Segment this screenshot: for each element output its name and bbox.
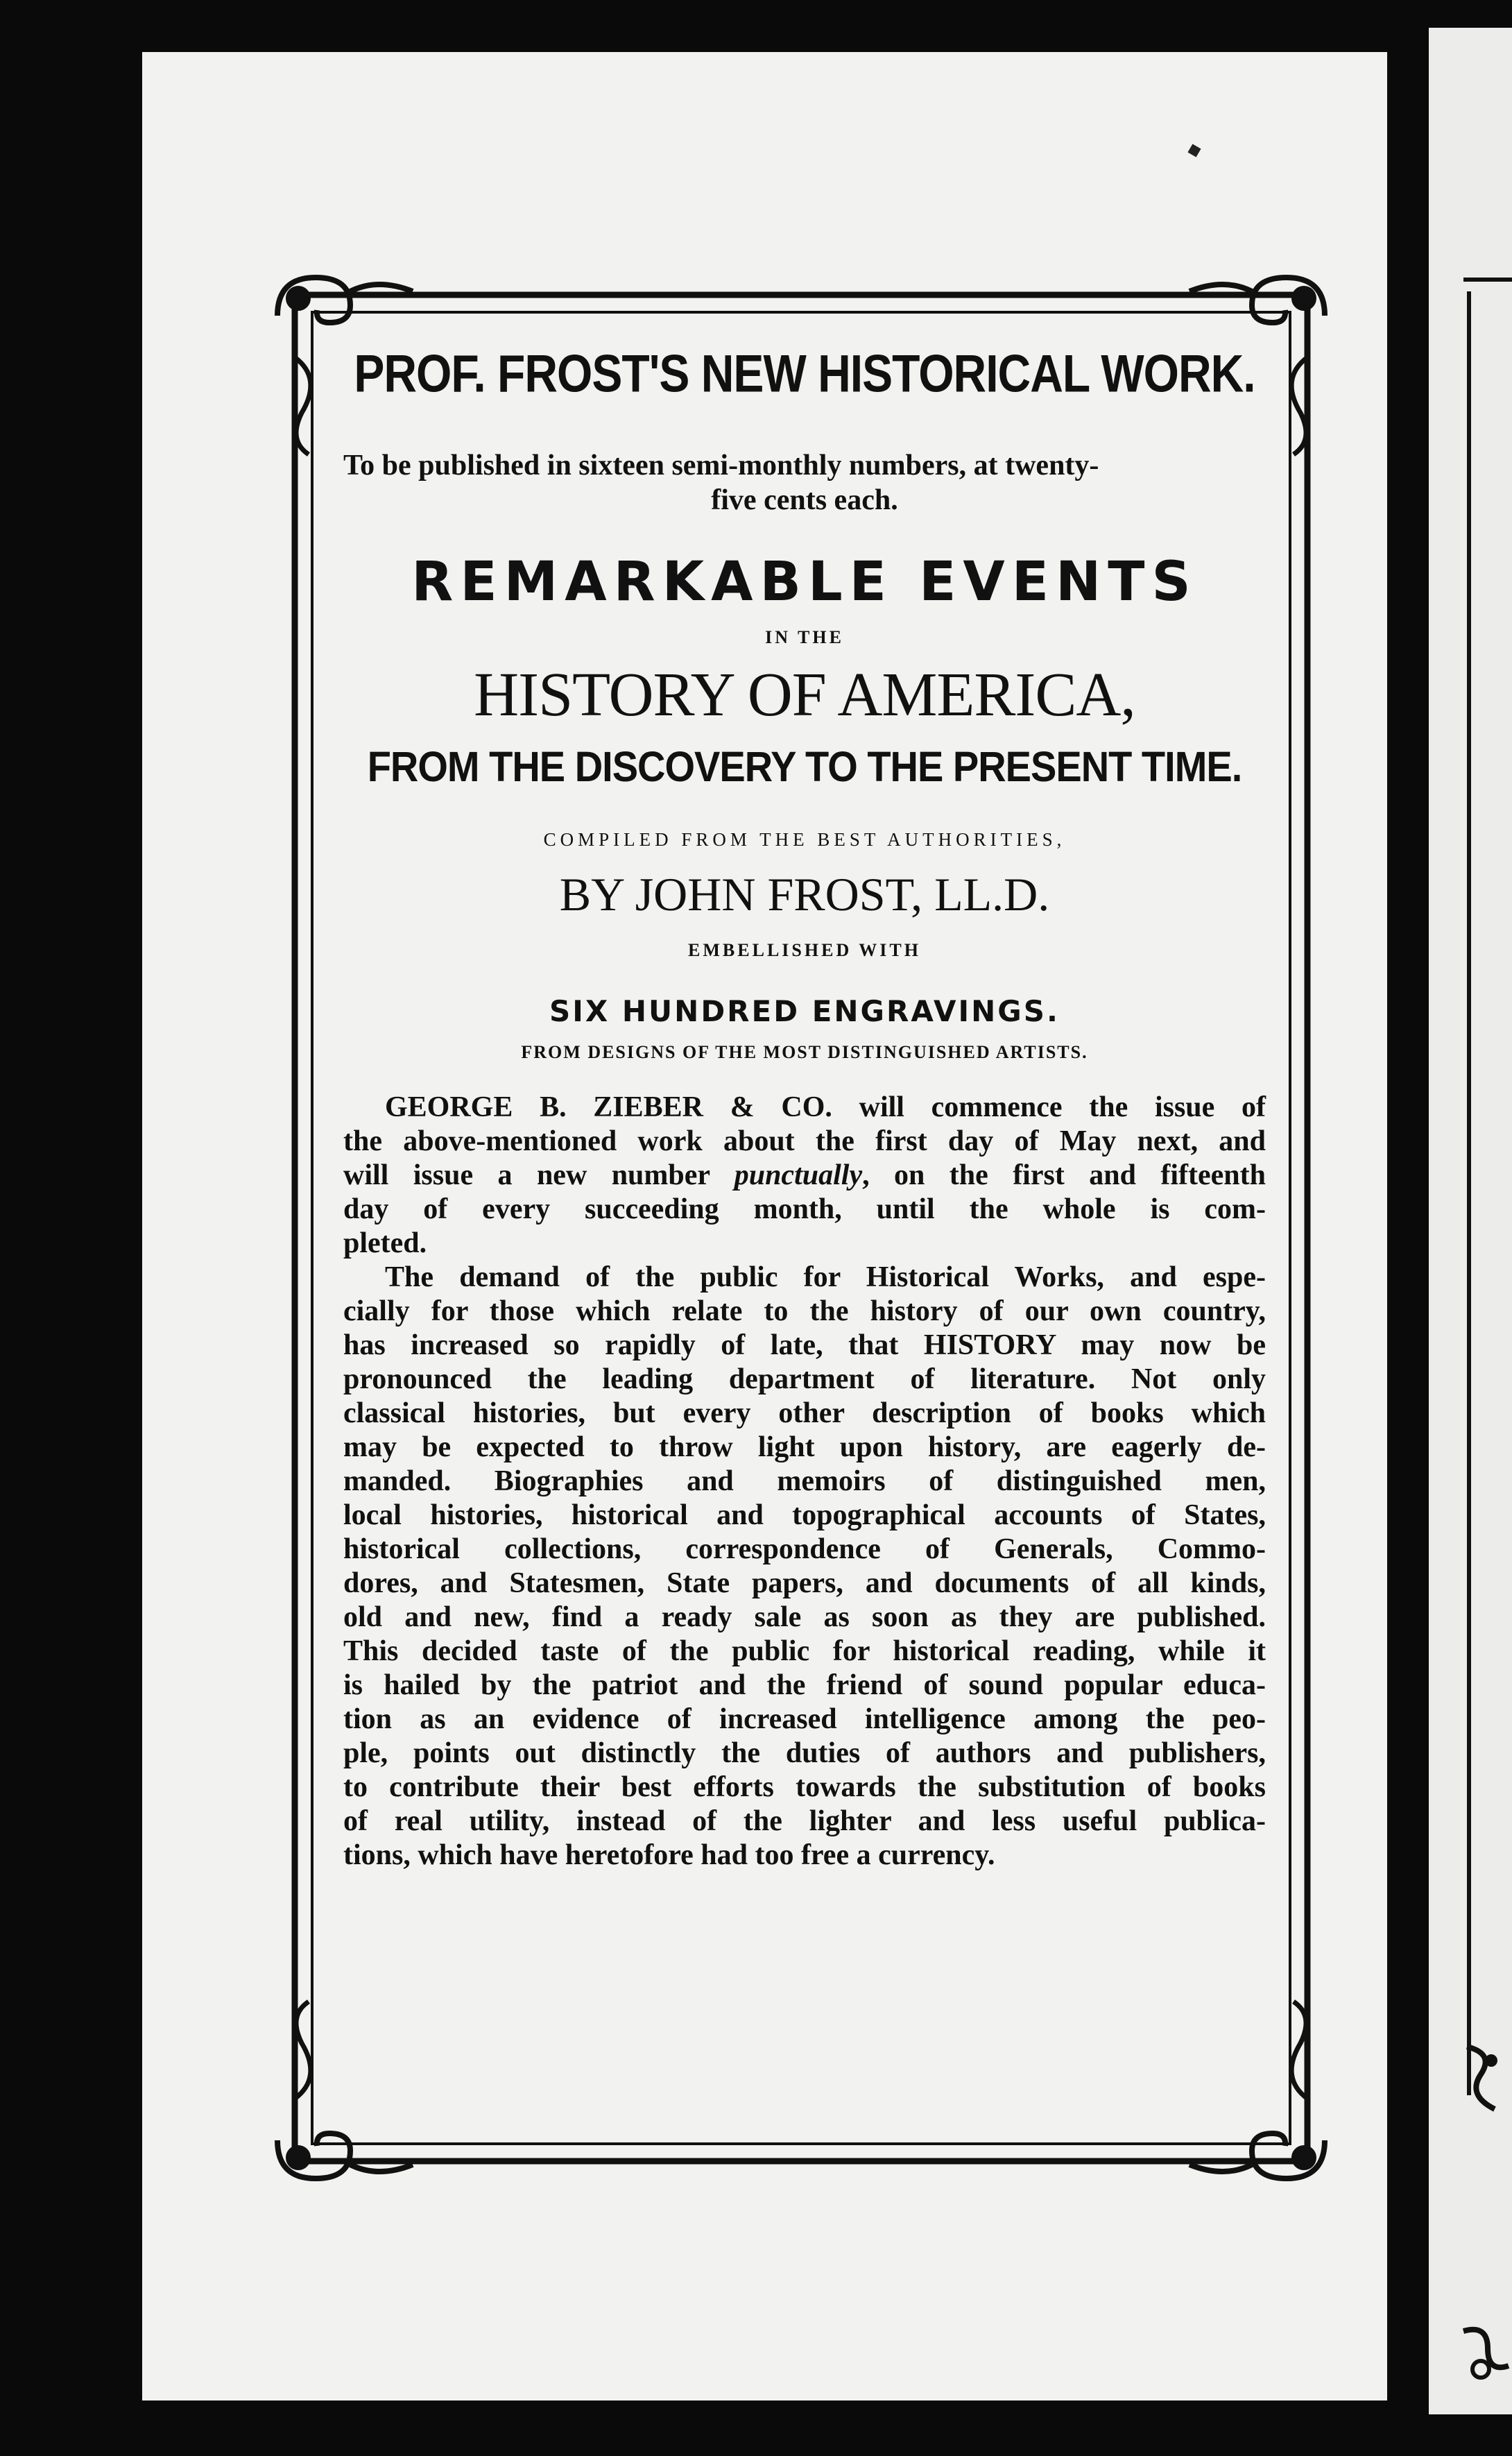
title-subject: HISTORY OF AMERICA,	[474, 660, 1135, 729]
engravings-line: SIX HUNDRED ENGRAVINGS.	[549, 994, 1060, 1028]
author-line: BY JOHN FROST, LL.D.	[559, 868, 1050, 921]
embellished-line: EMBELLISHED WITH	[688, 940, 921, 960]
paragraph-line: the above-mentioned work about the first day of May next, and	[343, 1125, 1266, 1157]
designs-line: FROM DESIGNS OF THE MOST DISTINGUISHED ARTISTS.	[521, 1042, 1088, 1062]
paragraph-line: old and new, find a ready sale as soon as they are published.	[343, 1601, 1266, 1633]
paragraph-line: local histories, historical and topographical accounts of States,	[343, 1499, 1266, 1531]
paragraph-line: tions, which have heretofore had too free a currency.	[343, 1839, 995, 1871]
paragraph-line: is hailed by the patriot and the friend of sound popular educa-	[343, 1669, 1266, 1701]
adjacent-page-border-left	[1467, 291, 1471, 2095]
title-connector: IN THE	[765, 627, 844, 647]
paragraph-line: to contribute their best efforts towards the substitution of books	[343, 1771, 1266, 1803]
paragraph-line: will issue a new number punctually, on the first and fifteenth	[343, 1159, 1266, 1191]
paragraph-line: day of every succeeding month, until the whole is com-	[343, 1193, 1266, 1225]
paragraph-line: cially for those which relate to the history of our own country,	[343, 1295, 1266, 1327]
body-text	[343, 1091, 1266, 1873]
paragraph-line: This decided taste of the public for historical reading, while it	[343, 1635, 1266, 1667]
paragraph-line: has increased so rapidly of late, that HISTORY may now be	[343, 1329, 1266, 1361]
title-range: FROM THE DISCOVERY TO THE PRESENT TIME.	[367, 742, 1242, 791]
paragraph-line: pleted.	[343, 1227, 427, 1259]
paragraph-line: may be expected to throw light upon history, are eagerly de-	[343, 1431, 1266, 1463]
paragraph-line: GEORGE B. ZIEBER & CO. will commence the issue of	[385, 1091, 1266, 1123]
publication-note-line: five cents each.	[711, 484, 898, 516]
publication-note-line: To be published in sixteen semi-monthly numbers, at twenty-	[343, 450, 1099, 481]
paragraph-line: tion as an evidence of increased intelligence among the peo-	[343, 1703, 1266, 1735]
title-main: REMARKABLE EVENTS	[411, 551, 1198, 613]
headline: PROF. FROST'S NEW HISTORICAL WORK.	[354, 343, 1255, 403]
adjacent-page-ornament-icon	[1453, 2317, 1512, 2394]
paragraph-line: of real utility, instead of the lighter and less useful publica-	[343, 1805, 1266, 1837]
paragraph-line: ple, points out distinctly the duties of authors and publishers,	[343, 1737, 1266, 1769]
paragraph-line: classical histories, but every other description of books which	[343, 1397, 1266, 1429]
paragraph-line: dores, and Statesmen, State papers, and documents of all kinds,	[343, 1567, 1266, 1599]
paragraph-line: pronounced the leading department of literature. Not only	[343, 1363, 1266, 1395]
adjacent-page-ornament-icon	[1453, 2040, 1512, 2116]
paragraph-line: historical collections, correspondence of Generals, Commo-	[343, 1533, 1266, 1565]
paragraph-line: The demand of the public for Historical Works, and espe-	[385, 1261, 1266, 1293]
advertisement-content	[343, 340, 1266, 1873]
paragraph-line: manded. Biographies and memoirs of distinguished men,	[343, 1465, 1266, 1497]
adjacent-page-border-top	[1463, 278, 1512, 290]
compiled-line: COMPILED FROM THE BEST AUTHORITIES,	[543, 829, 1066, 850]
